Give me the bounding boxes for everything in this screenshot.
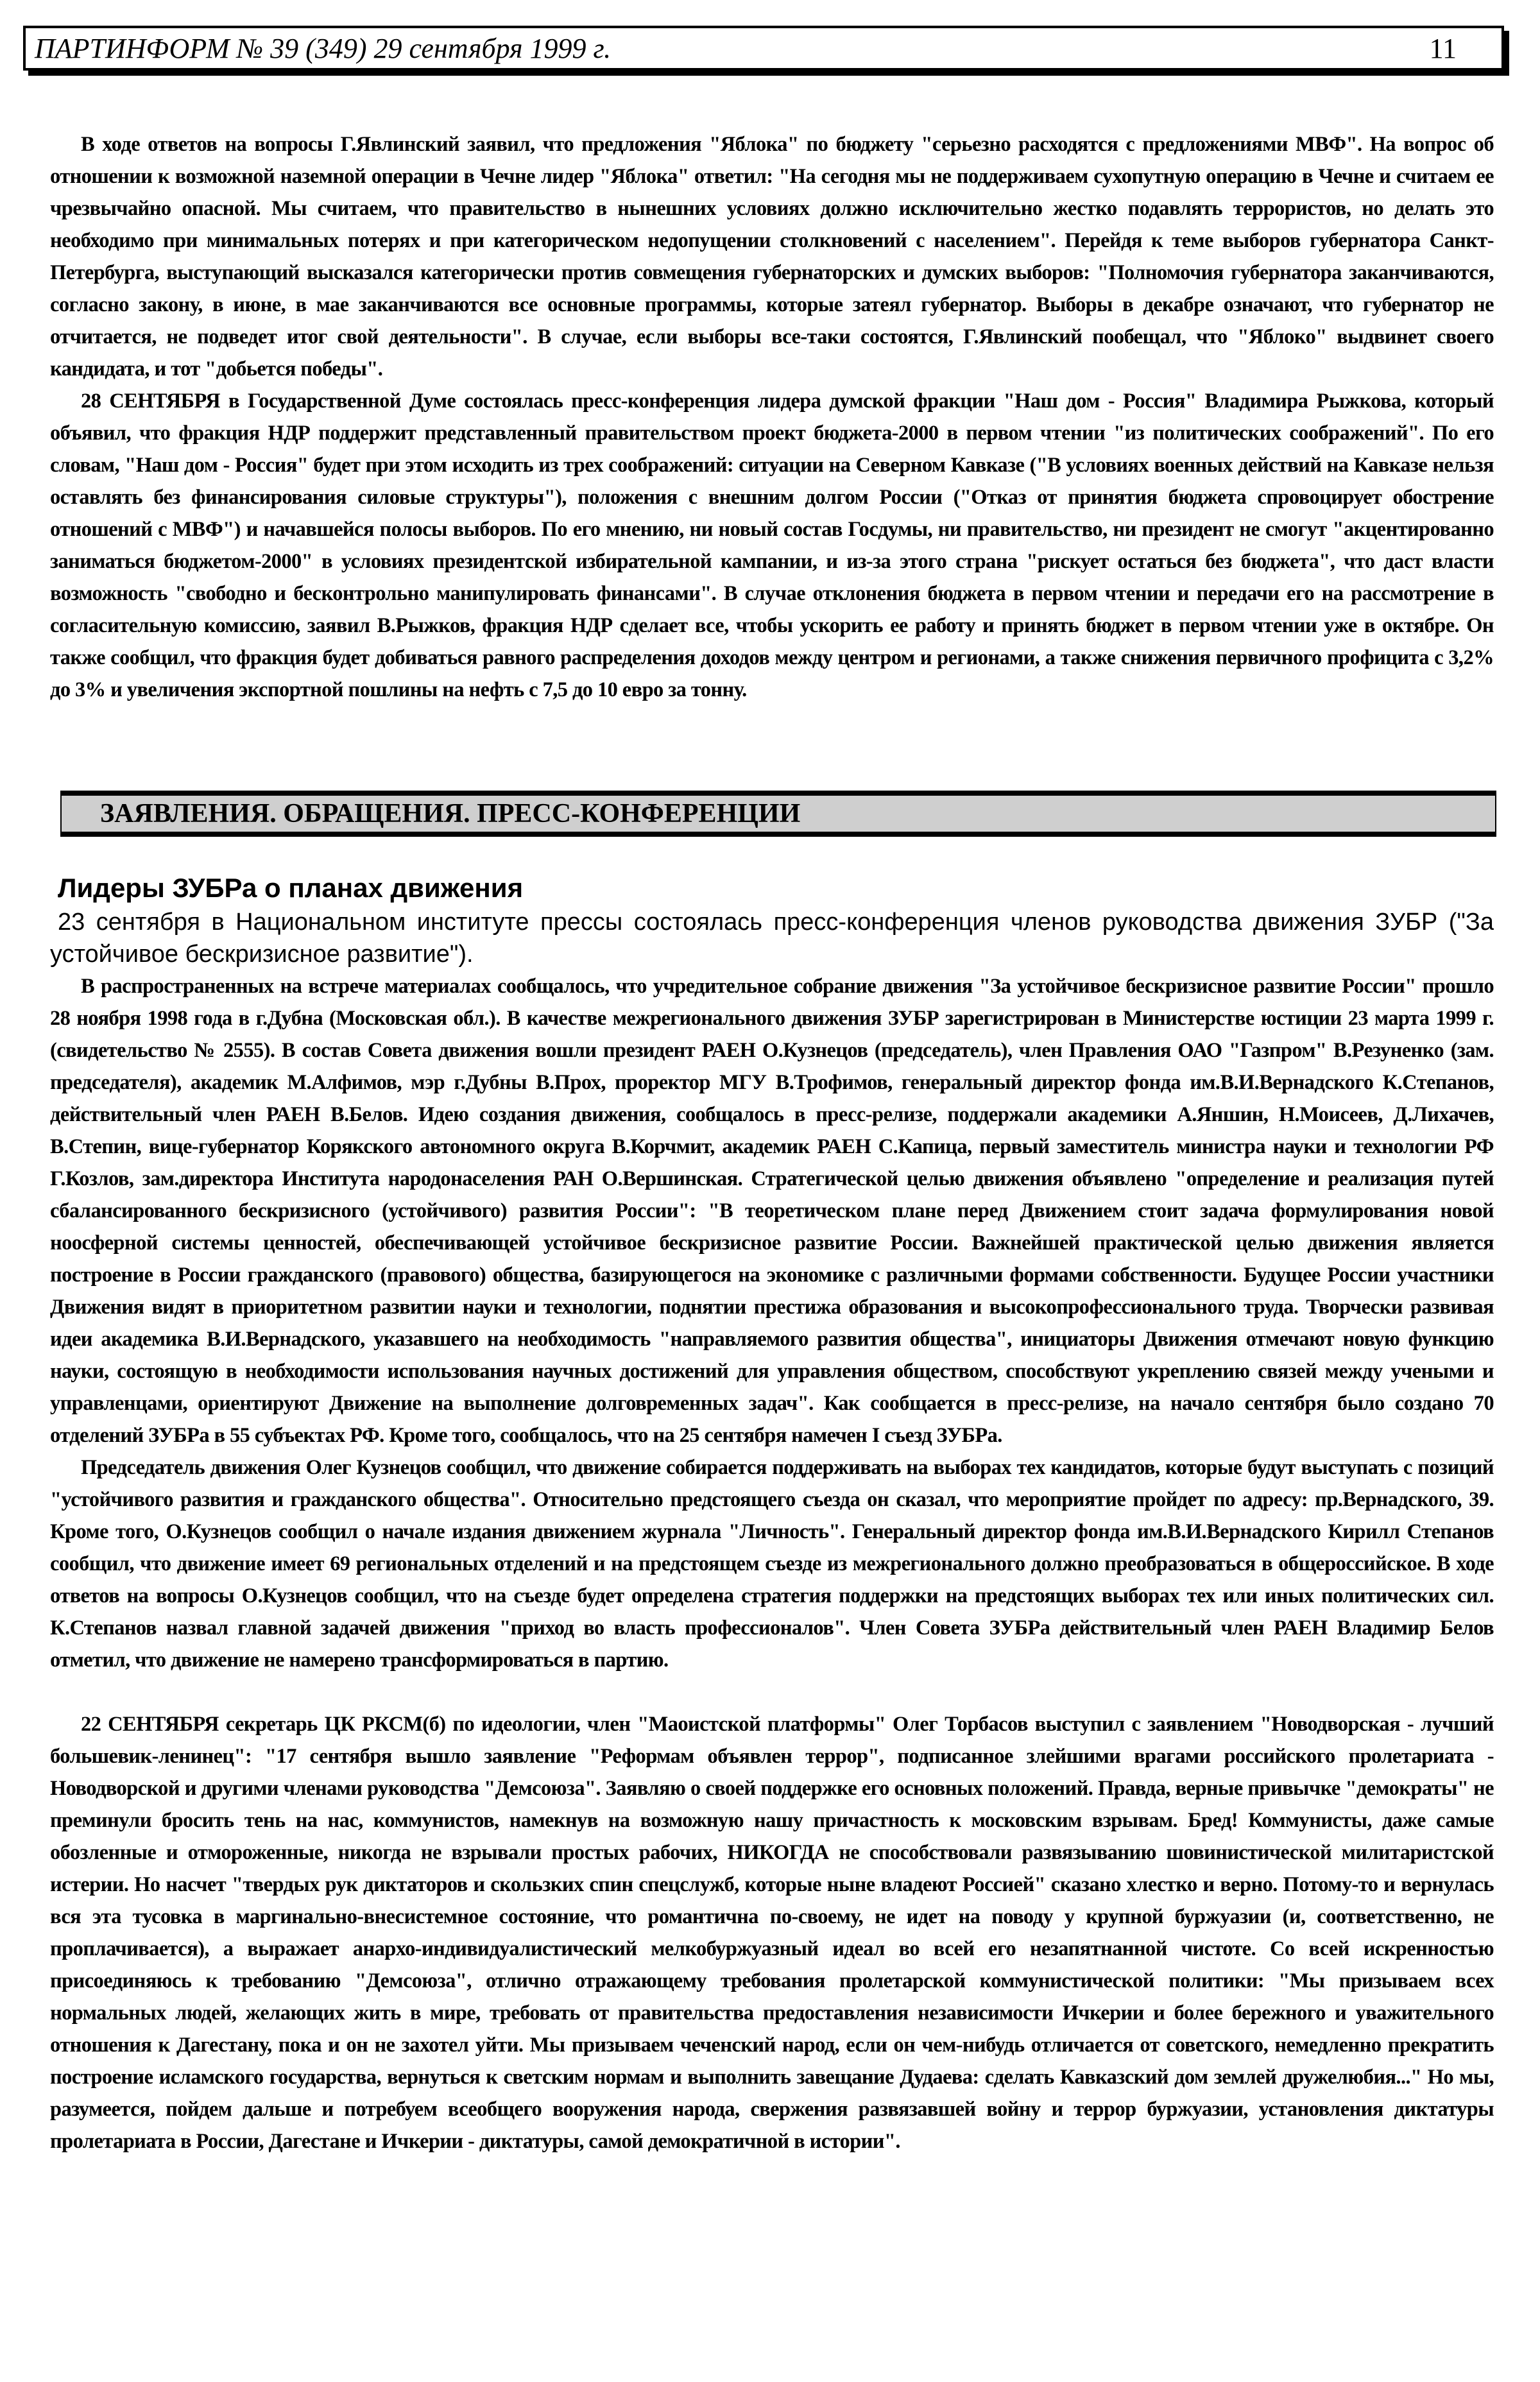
article-lead: 23 сентября в Национальном институте прессы состоялась пресс-конференция членов руководства движения ЗУБР ("За устойчивое бескризисное развитие"). <box>50 909 1494 968</box>
page-number: 11 <box>1429 33 1457 64</box>
page-header <box>23 26 1504 71</box>
article-heading: Лидеры ЗУБРа о планах движения <box>58 873 524 903</box>
paragraph-ryzhkov: 28 СЕНТЯБРЯ в Государственной Думе состоялась пресс-конференция лидера думской фракции "Наш дом - Россия" Владимира Рыжкова, который объявил, что фракция НДР поддержит представленный правительством проект бюджета-2000 в первом чтении "из политических соображений". По его словам, "Наш дом - Россия" будет при этом исходить из трех соображений: ситуации на Северном Кавказе ("В условиях военных действий на Кавказе нельзя оставлять без финансирования силовые структуры"), положения с внешним долгом России ("Отказ от принятия бюджета спровоцирует обострение отношений с МВФ") и начавшейся полосы выборов. По его мнению, ни новый состав Госдумы, ни правительство, ни президент не смогут "акцентированно заниматься бюджетом-2000" в условиях президентской избирательной кампании, и из-за этого страна "рискует остаться без бюджета", что даст власти возможность "свободно и бесконтрольно манипулировать финансами". В случае отклонения бюджета в первом чтении и передачи его на рассмотрение в согласительную комиссию, заявил В.Рыжков, фракция НДР сделает все, чтобы ускорить ее работу и принять бюджет в первом чтении уже в октябре. Он также сообщил, что фракция будет добиваться равного распределения доходов между центром и регионами, а также снижения первичного профицита с 3,2% до 3% и увеличения экспортной пошлины на нефть с 7,5 до 10 евро за тонну. <box>50 390 1494 701</box>
section-title: ЗАЯВЛЕНИЯ. ОБРАЩЕНИЯ. ПРЕСС-КОНФЕРЕНЦИИ <box>100 799 801 828</box>
paragraph-yavlinsky: В ходе ответов на вопросы Г.Явлинский заявил, что предложения "Яблока" по бюджету "серьезно расходятся с предложениями МВФ". На вопрос об отношении к возможной наземной операции в Чечне лидер "Яблока" ответил: "На сегодня мы не поддерживаем сухопутную операцию в Чечне и считаем ее чрезвычайно опасной. Мы считаем, что правительство в нынешних условиях должно исключительно жестко подавлять террористов, но делать это необходимо при минимальных потерях и при категорическом недопущении столкновений с населением". Перейдя к теме выборов губернатора Санкт-Петербурга, выступающий высказался категорически против совмещения губернаторских и думских выборов: "Полномочия губернатора заканчиваются, согласно закону, в июне, в мае заканчиваются все основные программы, которые затеял губернатор. Выборы в декабре означают, что губернатор не отчитается, не подведет итог свой деятельности". В случае, если выборы все-таки состоятся, Г.Явлинский пообещал, что "Яблоко" выдвинет своего кандидата, и тот "добьется победы". <box>50 133 1494 381</box>
top-text-block <box>50 128 1494 706</box>
article-paragraph: В распространенных на встрече материалах сообщалось, что учредительное собрание движения "За устойчивое бескризисное развитие России" прошло 28 ноября 1998 года в г.Дубна (Московская обл.). В качестве межрегионального движения ЗУБР зарегистрирован в Министерстве юстиции 23 марта 1999 г. (свидетельство № 2555). В состав Совета движения вошли президент РАЕН О.Кузнецов (председатель), член Правления ОАО "Газпром" В.Резуненко (зам. председателя), академик М.Алфимов, мэр г.Дубны В.Прох, проректор МГУ В.Трофимов, генеральный директор фонда им.В.И.Вернадского К.Степанов, действительный член РАЕН В.Белов. Идею создания движения, сообщалось в пресс-релизе, поддержали академики А.Яншин, Н.Моисеев, Д.Лихачев, В.Степин, вице-губернатор Корякского автономного округа В.Корчмит, академик РАЕН С.Капица, первый заместитель министра науки и технологии РФ Г.Козлов, зам.директора Института народонаселения РАН О.Вершинская. Стратегической целью движения объявлено "определение и реализация путей сбалансированного бескризисного (устойчивого) развития России": "В теоретическом плане перед Движением стоит задача формулирования новой ноосферной системы ценностей, обеспечивающей устойчивое бескризисное развитие России. Важнейшей практической целью движения является построение в России гражданского (правового) общества, базирующегося на экономике с различными формами собственности. Будущее России участники Движения видят в приоритетном развитии науки и технологии, поднятии престижа образования и высокопрофессионального труда. Творчески развивая идеи академика В.И.Вернадского, указавшего на необходимость "направляемого развития общества", инициаторы Движения отмечают новую функцию науки, состоящую в необходимости использования научных достижений для управления обществом, способствуют укреплению связей между учеными и управленцами, ориентируют Движение на выполнение долговременных задач". Как сообщается в пресс-релизе, на начало сентября было создано 70 отделений ЗУБРа в 55 субъектах РФ. Кроме того, сообщалось, что на 25 сентября намечен I съезд ЗУБРа. <box>50 975 1494 1447</box>
paragraph-torbasov: 22 СЕНТЯБРЯ секретарь ЦК РКСМ(б) по идеологии, член "Маоистской платформы" Олег Торбасов выступил с заявлением "Новодворская - лучший большевик-ленинец": "17 сентября вышло заявление "Реформам объявлен террор", подписанное злейшими врагами российского пролетариата - Новодворской и другими членами руководства "Демсоюза". Заявляю о своей поддержке его основных положений. Правда, верные привычке "демократы" не преминули бросить тень на нас, коммунистов, намекнув на возможную нашу причастность к московским взрывам. Бред! Коммунисты, даже самые обозленные и отмороженные, никогда не взрывали простых рабочих, НИКОГДА не способствовали развязыванию шовинистической милитаристской истерии. Но насчет "твердых рук диктаторов и скользких спин спецслужб, которые ныне владеют Россией" сказано хлестко и верно. Потому-то и вернулась вся эта тусовка в маргинально-внесистемное состояние, что романтична по-своему, не идет на поводу у крупной буржуазии (и, соответственно, не проплачивается), а выражает анархо-индивидуалистический мелкобуржуазный идеал во всей его незапятнанной чистоте. Со всей искренностью присоединяюсь к требованию "Демсоюза", отлично отражающему требования пролетарской коммунистической политики: "Мы призываем всех нормальных людей, желающих жить в мире, требовать от правительства предоставления независимости Ичкерии и более бережного и уважительного отношения к Дагестану, пока и он не захотел уйти. Мы призываем чеченский народ, если он чем-нибудь отличается от советского, немедленно прекратить построение исламского государства, вернуться к светским нормам и выполнить завещание Дудаева: сделать Кавказский дом землей дружелюбия..." Но мы, разумеется, пойдем дальше и потребуем всеобщего вооружения народа, свержения развязавшей войну и террор буржуазии, установления диктатуры пролетариата в России, Дагестане и Ичкерии - диктатуры, самой демократичной в истории". <box>50 1713 1494 2153</box>
section-banner <box>60 791 1496 837</box>
article-paragraph: Председатель движения Олег Кузнецов сообщил, что движение собирается поддерживать на выборах тех кандидатов, которые будут выступать с позиций "устойчивого развития и гражданского общества". Относительно предстоящего съезда он сказал, что мероприятие пройдет по адресу: пр.Вернадского, 39. Кроме того, О.Кузнецов сообщил о начале издания движением журнала "Личность". Генеральный директор фонда им.В.И.Вернадского Кирилл Степанов сообщил, что движение имеет 69 региональных отделений и на предстоящем съезде из межрегионального должно преобразоваться в общероссийское. В ходе ответов на вопросы О.Кузнецов сообщил, что на съезде будет определена стратегия поддержки на предстоящих выборах тех или иных политических сил. К.Степанов назвал главной задачей движения "приход во власть профессионалов". Член Совета ЗУБРа действительный член РАЕН Владимир Белов отметил, что движение не намерено трансформироваться в партию. <box>50 1456 1494 1672</box>
article-body <box>50 970 1494 2157</box>
publication-title: ПАРТИНФОРМ № 39 (349) 29 сентября 1999 г. <box>35 33 612 64</box>
